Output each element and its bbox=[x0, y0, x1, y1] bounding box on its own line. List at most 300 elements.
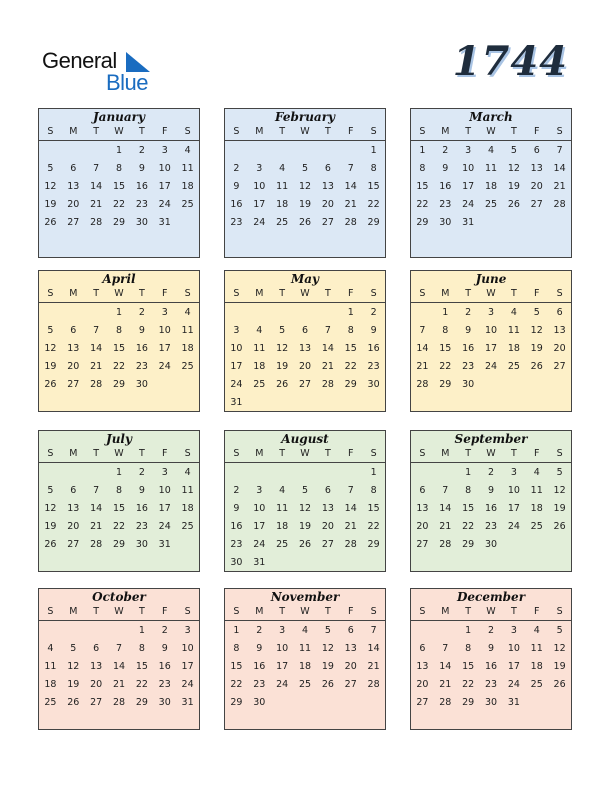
month-january bbox=[38, 108, 200, 258]
day-cell: 17 bbox=[462, 181, 475, 192]
day-cell: 4 bbox=[301, 625, 309, 636]
week-row bbox=[411, 376, 571, 394]
day-cell: 5 bbox=[279, 325, 286, 336]
weekday-label: S bbox=[233, 606, 240, 617]
day-cell: 5 bbox=[47, 325, 54, 336]
day-cell: 14 bbox=[90, 343, 103, 354]
day-cell: 14 bbox=[321, 343, 334, 354]
day-cell: 26 bbox=[553, 679, 566, 690]
day-cell: 14 bbox=[367, 643, 380, 654]
day-cell: 11 bbox=[181, 325, 194, 336]
day-cell: 3 bbox=[256, 485, 263, 496]
day-cell: 13 bbox=[321, 181, 334, 192]
day-cell: 15 bbox=[135, 661, 148, 672]
day-cell: 21 bbox=[321, 361, 334, 372]
weekday-label: W bbox=[300, 448, 310, 459]
weekday-label: M bbox=[69, 126, 78, 137]
day-cell: 29 bbox=[344, 379, 357, 390]
week-row bbox=[225, 518, 385, 536]
day-cell: 13 bbox=[90, 661, 103, 672]
empty-cell bbox=[153, 376, 176, 394]
day-cell: 16 bbox=[253, 661, 266, 672]
empty-cell bbox=[62, 304, 85, 322]
day-cell: 13 bbox=[553, 325, 566, 336]
day-cell: 9 bbox=[370, 325, 377, 336]
day-cell: 22 bbox=[462, 521, 475, 532]
day-cell: 6 bbox=[70, 325, 77, 336]
day-cell: 30 bbox=[135, 217, 148, 228]
day-cell: 14 bbox=[344, 181, 357, 192]
day-cell: 18 bbox=[181, 343, 194, 354]
month-may bbox=[224, 270, 386, 412]
week-row bbox=[39, 178, 199, 196]
day-cell: 15 bbox=[230, 661, 243, 672]
day-cell: 12 bbox=[507, 163, 520, 174]
day-cell: 21 bbox=[90, 521, 103, 532]
week-row bbox=[39, 304, 199, 322]
empty-cell bbox=[362, 694, 385, 712]
weekday-label: T bbox=[93, 448, 100, 459]
week-row bbox=[225, 178, 385, 196]
month-august bbox=[224, 430, 386, 572]
week-row bbox=[411, 160, 571, 178]
week-row bbox=[225, 214, 385, 232]
empty-cell bbox=[434, 622, 457, 640]
weekday-header bbox=[225, 447, 385, 463]
day-cell: 26 bbox=[298, 217, 312, 228]
empty-cell bbox=[362, 394, 385, 412]
day-cell: 9 bbox=[487, 485, 495, 496]
day-cell: 12 bbox=[530, 325, 543, 336]
day-cell: 18 bbox=[484, 181, 498, 192]
week-row bbox=[225, 340, 385, 358]
day-cell: 9 bbox=[465, 325, 472, 336]
day-cell: 18 bbox=[276, 199, 289, 210]
weekday-label: T bbox=[465, 606, 472, 617]
day-cell: 24 bbox=[158, 361, 171, 372]
day-cell: 20 bbox=[321, 521, 334, 532]
empty-cell bbox=[434, 464, 457, 482]
day-cell: 17 bbox=[484, 343, 498, 354]
day-cell: 23 bbox=[484, 521, 498, 532]
weekday-label: T bbox=[279, 448, 286, 459]
day-cell: 6 bbox=[301, 325, 309, 336]
day-cell: 28 bbox=[90, 539, 103, 550]
empty-cell bbox=[502, 376, 525, 394]
day-cell: 22 bbox=[367, 199, 380, 210]
day-cell: 10 bbox=[158, 325, 171, 336]
day-cell: 2 bbox=[233, 485, 240, 496]
weekday-label: S bbox=[47, 126, 54, 137]
day-cell: 21 bbox=[439, 679, 452, 690]
day-cell: 24 bbox=[484, 361, 498, 372]
weekday-label: M bbox=[255, 606, 264, 617]
day-cell: 23 bbox=[367, 361, 380, 372]
month-june bbox=[410, 270, 572, 412]
weekday-label: F bbox=[533, 288, 540, 299]
weekday-label: F bbox=[347, 288, 354, 299]
day-cell: 1 bbox=[347, 307, 354, 318]
day-cell: 14 bbox=[439, 503, 452, 514]
day-cell: 25 bbox=[181, 199, 194, 210]
day-cell: 29 bbox=[462, 539, 475, 550]
week-row bbox=[411, 658, 571, 676]
day-cell: 22 bbox=[135, 679, 148, 690]
day-cell: 5 bbox=[556, 467, 563, 478]
day-cell: 7 bbox=[115, 643, 123, 654]
week-row bbox=[225, 658, 385, 676]
week-row bbox=[225, 622, 385, 640]
day-cell: 21 bbox=[90, 199, 103, 210]
weekday-label: T bbox=[510, 606, 517, 617]
weekday-label: T bbox=[510, 126, 517, 137]
day-cell: 20 bbox=[416, 679, 429, 690]
week-row bbox=[39, 640, 199, 658]
empty-cell bbox=[339, 464, 362, 482]
empty-cell bbox=[294, 142, 317, 160]
weekday-label: T bbox=[324, 448, 331, 459]
day-cell: 18 bbox=[530, 503, 543, 514]
day-cell: 21 bbox=[553, 181, 566, 192]
day-cell: 25 bbox=[507, 361, 520, 372]
empty-cell bbox=[411, 622, 434, 640]
empty-cell bbox=[271, 142, 294, 160]
day-cell: 11 bbox=[530, 485, 543, 496]
day-cell: 8 bbox=[370, 485, 377, 496]
day-cell: 20 bbox=[530, 181, 543, 192]
weekday-label: F bbox=[161, 126, 168, 137]
empty-cell bbox=[480, 214, 503, 232]
day-cell: 5 bbox=[324, 625, 331, 636]
year-title: 1744 bbox=[452, 38, 568, 85]
day-cell: 14 bbox=[112, 661, 126, 672]
day-cell: 24 bbox=[230, 379, 243, 390]
day-cell: 19 bbox=[298, 199, 312, 210]
day-cell: 23 bbox=[135, 361, 148, 372]
weekday-label: T bbox=[138, 448, 145, 459]
day-cell: 5 bbox=[47, 485, 54, 496]
empty-cell bbox=[525, 214, 548, 232]
weekday-header bbox=[39, 287, 199, 303]
day-cell: 12 bbox=[298, 503, 312, 514]
day-cell: 27 bbox=[67, 217, 80, 228]
day-cell: 17 bbox=[158, 503, 171, 514]
month-october bbox=[38, 588, 200, 730]
day-cell: 11 bbox=[181, 163, 194, 174]
day-cell: 13 bbox=[67, 503, 80, 514]
day-cell: 31 bbox=[158, 539, 171, 550]
day-cell: 19 bbox=[553, 503, 566, 514]
day-cell: 12 bbox=[44, 343, 57, 354]
weekday-label: S bbox=[233, 448, 240, 459]
day-cell: 5 bbox=[301, 163, 309, 174]
day-cell: 21 bbox=[344, 199, 357, 210]
day-cell: 10 bbox=[484, 325, 498, 336]
week-row bbox=[225, 676, 385, 694]
day-cell: 15 bbox=[112, 343, 126, 354]
day-cell: 29 bbox=[462, 697, 475, 708]
weekday-label: W bbox=[486, 288, 496, 299]
week-row bbox=[411, 340, 571, 358]
weekday-label: F bbox=[533, 126, 540, 137]
day-cell: 26 bbox=[321, 679, 334, 690]
day-cell: 13 bbox=[530, 163, 543, 174]
week-row bbox=[39, 160, 199, 178]
day-cell: 14 bbox=[344, 503, 357, 514]
day-cell: 9 bbox=[138, 325, 145, 336]
day-cell: 28 bbox=[344, 217, 357, 228]
day-cell: 16 bbox=[462, 343, 475, 354]
empty-cell bbox=[271, 464, 294, 482]
day-cell: 16 bbox=[135, 181, 148, 192]
day-cell: 16 bbox=[135, 503, 148, 514]
day-cell: 17 bbox=[253, 521, 266, 532]
day-cell: 23 bbox=[158, 679, 171, 690]
day-cell: 21 bbox=[439, 521, 452, 532]
day-cell: 11 bbox=[253, 343, 266, 354]
day-cell: 8 bbox=[138, 643, 145, 654]
day-cell: 16 bbox=[135, 343, 148, 354]
day-cell: 5 bbox=[70, 643, 77, 654]
day-cell: 28 bbox=[90, 217, 103, 228]
day-cell: 18 bbox=[298, 661, 312, 672]
weekday-label: T bbox=[510, 288, 517, 299]
month-april bbox=[38, 270, 200, 412]
day-cell: 30 bbox=[158, 697, 171, 708]
week-row bbox=[225, 640, 385, 658]
week-row bbox=[39, 196, 199, 214]
weekday-label: F bbox=[161, 606, 168, 617]
day-cell: 17 bbox=[158, 181, 171, 192]
empty-cell bbox=[548, 376, 571, 394]
day-cell: 13 bbox=[298, 343, 312, 354]
day-cell: 1 bbox=[370, 467, 377, 478]
day-cell: 16 bbox=[484, 661, 498, 672]
day-cell: 22 bbox=[112, 521, 126, 532]
weekday-label: T bbox=[465, 288, 472, 299]
empty-cell bbox=[248, 464, 271, 482]
day-cell: 2 bbox=[487, 625, 495, 636]
weekday-header bbox=[411, 605, 571, 621]
weekday-label: M bbox=[255, 448, 264, 459]
day-cell: 7 bbox=[347, 485, 354, 496]
month-november bbox=[224, 588, 386, 730]
day-cell: 11 bbox=[484, 163, 498, 174]
day-cell: 10 bbox=[230, 343, 243, 354]
weekday-label: W bbox=[114, 288, 124, 299]
weekday-header bbox=[39, 605, 199, 621]
day-cell: 14 bbox=[439, 661, 452, 672]
week-row bbox=[225, 160, 385, 178]
empty-cell bbox=[316, 394, 339, 412]
empty-cell bbox=[248, 304, 271, 322]
day-cell: 12 bbox=[553, 485, 566, 496]
empty-cell bbox=[271, 694, 294, 712]
weekday-label: S bbox=[184, 606, 191, 617]
weekday-label: T bbox=[138, 606, 145, 617]
week-row bbox=[39, 676, 199, 694]
weekday-label: S bbox=[47, 606, 54, 617]
day-cell: 4 bbox=[510, 307, 517, 318]
week-row bbox=[225, 500, 385, 518]
weekday-header bbox=[225, 605, 385, 621]
day-cell: 26 bbox=[507, 199, 520, 210]
day-cell: 30 bbox=[230, 557, 243, 568]
month-name: June bbox=[475, 272, 507, 286]
day-cell: 3 bbox=[161, 145, 168, 156]
day-cell: 17 bbox=[253, 199, 266, 210]
month-september bbox=[410, 430, 572, 572]
day-cell: 2 bbox=[487, 467, 495, 478]
day-cell: 27 bbox=[67, 379, 80, 390]
day-cell: 25 bbox=[253, 379, 266, 390]
day-cell: 13 bbox=[67, 343, 80, 354]
day-cell: 11 bbox=[276, 503, 289, 514]
empty-cell bbox=[548, 214, 571, 232]
weekday-label: S bbox=[556, 288, 563, 299]
week-row bbox=[39, 658, 199, 676]
empty-cell bbox=[62, 464, 85, 482]
day-cell: 22 bbox=[439, 361, 452, 372]
day-cell: 5 bbox=[556, 625, 563, 636]
day-cell: 1 bbox=[115, 467, 123, 478]
day-cell: 6 bbox=[324, 485, 331, 496]
day-cell: 7 bbox=[442, 485, 449, 496]
day-cell: 29 bbox=[112, 217, 126, 228]
weekday-label: W bbox=[486, 126, 496, 137]
day-cell: 24 bbox=[507, 521, 520, 532]
week-row bbox=[411, 196, 571, 214]
day-cell: 20 bbox=[67, 361, 80, 372]
day-cell: 20 bbox=[67, 199, 80, 210]
weekday-label: W bbox=[486, 606, 496, 617]
day-cell: 10 bbox=[253, 181, 266, 192]
weekday-label: S bbox=[184, 448, 191, 459]
day-cell: 2 bbox=[138, 145, 145, 156]
day-cell: 29 bbox=[230, 697, 243, 708]
day-cell: 16 bbox=[230, 199, 243, 210]
weekday-header bbox=[225, 125, 385, 141]
day-cell: 23 bbox=[230, 539, 243, 550]
weekday-label: M bbox=[69, 606, 78, 617]
day-cell: 27 bbox=[298, 379, 312, 390]
day-cell: 6 bbox=[419, 643, 426, 654]
logo-triangle-icon bbox=[126, 52, 150, 72]
day-cell: 15 bbox=[112, 503, 126, 514]
weekday-label: S bbox=[419, 606, 426, 617]
day-cell: 3 bbox=[510, 625, 517, 636]
day-cell: 8 bbox=[115, 485, 123, 496]
weekday-label: F bbox=[533, 448, 540, 459]
week-row bbox=[411, 358, 571, 376]
day-cell: 31 bbox=[230, 397, 243, 408]
week-row bbox=[225, 196, 385, 214]
day-cell: 19 bbox=[44, 521, 57, 532]
day-cell: 3 bbox=[256, 163, 263, 174]
day-cell: 8 bbox=[115, 163, 123, 174]
week-row bbox=[411, 322, 571, 340]
day-cell: 14 bbox=[90, 503, 103, 514]
weekday-header bbox=[39, 125, 199, 141]
day-cell: 20 bbox=[67, 521, 80, 532]
weekday-label: S bbox=[370, 126, 377, 137]
day-cell: 11 bbox=[44, 661, 57, 672]
week-row bbox=[411, 178, 571, 196]
weekday-label: S bbox=[233, 288, 240, 299]
day-cell: 8 bbox=[370, 163, 377, 174]
week-row bbox=[411, 464, 571, 482]
day-cell: 5 bbox=[510, 145, 517, 156]
weekday-label: W bbox=[300, 288, 310, 299]
day-cell: 19 bbox=[321, 661, 334, 672]
day-cell: 14 bbox=[416, 343, 429, 354]
day-cell: 22 bbox=[344, 361, 357, 372]
weekday-label: M bbox=[69, 448, 78, 459]
weekday-label: M bbox=[441, 126, 450, 137]
day-cell: 13 bbox=[67, 181, 80, 192]
day-cell: 11 bbox=[276, 181, 289, 192]
empty-cell bbox=[85, 142, 108, 160]
day-cell: 9 bbox=[442, 163, 449, 174]
day-cell: 26 bbox=[276, 379, 289, 390]
month-february bbox=[224, 108, 386, 258]
day-cell: 31 bbox=[462, 217, 475, 228]
day-cell: 10 bbox=[181, 643, 194, 654]
day-cell: 6 bbox=[556, 307, 563, 318]
week-row bbox=[411, 482, 571, 500]
week-row bbox=[39, 500, 199, 518]
day-cell: 10 bbox=[253, 503, 266, 514]
day-cell: 12 bbox=[321, 643, 334, 654]
day-cell: 17 bbox=[507, 661, 520, 672]
weekday-label: S bbox=[47, 288, 54, 299]
week-row bbox=[411, 142, 571, 160]
week-row bbox=[39, 464, 199, 482]
day-cell: 11 bbox=[181, 485, 194, 496]
day-cell: 6 bbox=[324, 163, 331, 174]
day-cell: 5 bbox=[301, 485, 309, 496]
day-cell: 6 bbox=[70, 163, 77, 174]
weekday-label: T bbox=[279, 126, 286, 137]
week-row bbox=[39, 376, 199, 394]
day-cell: 15 bbox=[367, 181, 380, 192]
day-cell: 28 bbox=[416, 379, 429, 390]
day-cell: 6 bbox=[93, 643, 100, 654]
day-cell: 26 bbox=[44, 539, 57, 550]
week-row bbox=[411, 694, 571, 712]
empty-cell bbox=[548, 694, 571, 712]
month-name: January bbox=[93, 110, 145, 124]
day-cell: 1 bbox=[419, 145, 426, 156]
day-cell: 22 bbox=[230, 679, 243, 690]
day-cell: 14 bbox=[553, 163, 566, 174]
day-cell: 21 bbox=[344, 521, 357, 532]
day-cell: 4 bbox=[47, 643, 54, 654]
empty-cell bbox=[525, 694, 548, 712]
week-row bbox=[225, 394, 385, 412]
weekday-header bbox=[39, 447, 199, 463]
day-cell: 25 bbox=[484, 199, 498, 210]
day-cell: 8 bbox=[419, 163, 426, 174]
day-cell: 3 bbox=[161, 467, 168, 478]
day-cell: 29 bbox=[112, 379, 126, 390]
day-cell: 19 bbox=[44, 361, 57, 372]
empty-cell bbox=[85, 464, 108, 482]
day-cell: 31 bbox=[181, 697, 194, 708]
day-cell: 10 bbox=[507, 643, 520, 654]
weekday-label: T bbox=[279, 606, 286, 617]
week-row bbox=[411, 640, 571, 658]
